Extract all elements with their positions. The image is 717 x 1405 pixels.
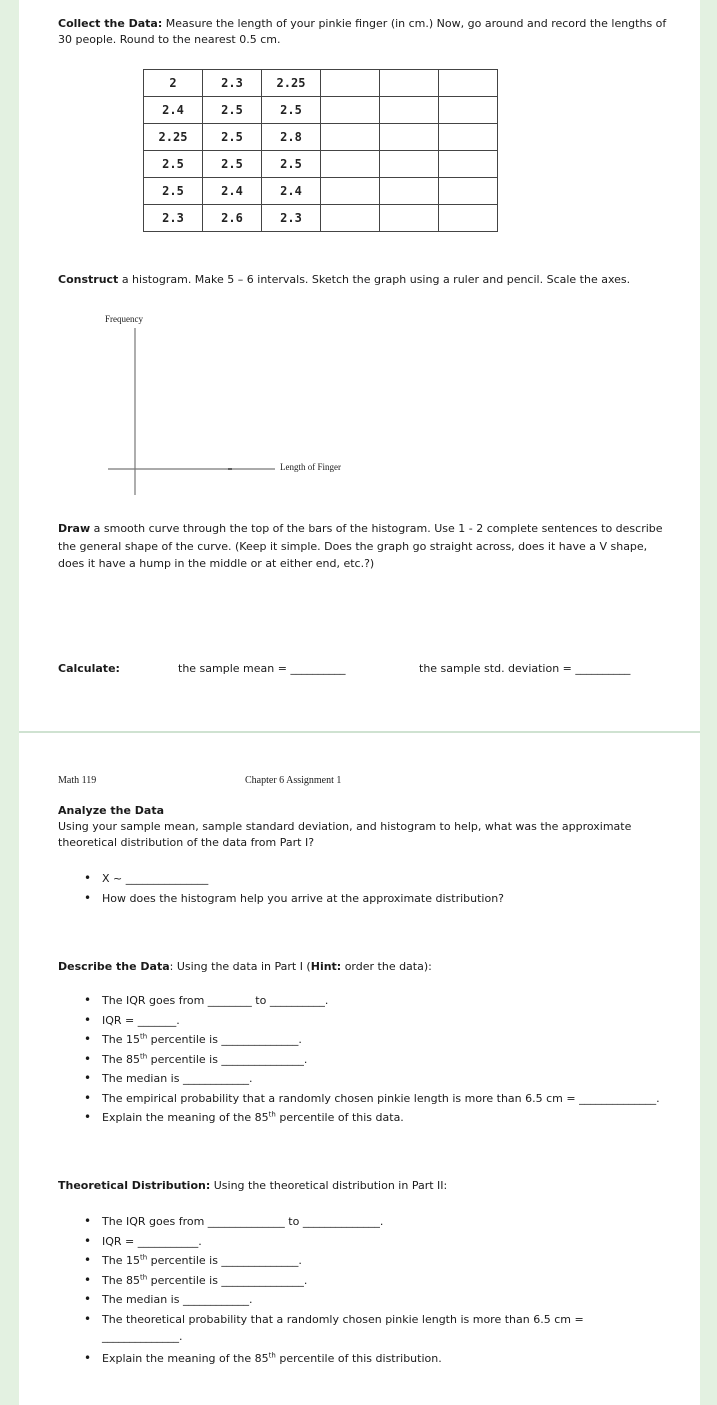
theoretical-list — [80, 1212, 584, 1329]
table-cell — [321, 178, 380, 205]
list-item-text: Explain the meaning of the 85 — [102, 1111, 269, 1124]
list-item — [80, 1349, 442, 1369]
list-item — [80, 1271, 584, 1291]
describe-list — [80, 991, 660, 1128]
theoretical-heading: Theoretical Distribution: — [58, 1179, 211, 1192]
table-cell: 2.5 — [144, 151, 203, 178]
sample-std-field: the sample std. deviation = __________ — [419, 662, 631, 675]
ordinal-suffix: th — [139, 1253, 148, 1262]
list-item-text: The theoretical probability that a randomly chosen pinkie length is more than 6.5 cm = — [102, 1312, 584, 1326]
draw-paragraph — [58, 520, 668, 573]
describe-heading: Describe the Data — [58, 960, 170, 973]
list-item — [80, 1108, 660, 1128]
table-cell — [439, 178, 498, 205]
analyze-heading: Analyze the Data — [58, 804, 165, 817]
table-cell: 2.3 — [262, 205, 321, 232]
table-cell: 2.6 — [203, 205, 262, 232]
list-item-text: IQR = _______. — [102, 1013, 180, 1027]
table-cell: 2.5 — [203, 124, 262, 151]
draw-heading: Draw — [58, 522, 91, 535]
list-item-text: percentile of this distribution. — [275, 1352, 442, 1365]
describe-hint: Hint: — [310, 960, 342, 973]
list-item-text-end: percentile is ______________. — [147, 1254, 302, 1267]
theoretical-probability-blank: ______________. — [102, 1330, 183, 1343]
table-cell — [439, 70, 498, 97]
table-cell: 2.8 — [262, 124, 321, 151]
table-cell: 2.4 — [203, 178, 262, 205]
analyze-list — [80, 869, 504, 908]
table-row — [144, 151, 498, 178]
table-cell — [439, 205, 498, 232]
list-item-text-end: percentile is _______________. — [147, 1273, 308, 1287]
table-cell — [439, 97, 498, 124]
table-row — [144, 97, 498, 124]
table-cell — [380, 70, 439, 97]
list-item-text: The 85 — [102, 1273, 140, 1287]
theoretical-paragraph — [58, 1178, 447, 1194]
table-cell — [380, 151, 439, 178]
analyze-text: Using your sample mean, sample standard deviation, and histogram to help, what was the approximate theoretical distribution of the data from Part I? — [58, 820, 632, 849]
analyze-item-histogram: • How does the histogram help you arrive at the approximate distribution? — [80, 889, 504, 909]
course-label: Math 119 — [58, 775, 97, 786]
table-cell: 2.4 — [262, 178, 321, 205]
table-cell: 2.25 — [144, 124, 203, 151]
list-item-text-end: percentile is ______________. — [147, 1033, 302, 1046]
table-cell — [321, 97, 380, 124]
histogram-y-label: Frequency — [105, 314, 143, 324]
theoretical-text: Using the theoretical distribution in Part II: — [210, 1179, 448, 1192]
sample-mean-field: the sample mean = __________ — [178, 662, 346, 675]
ordinal-suffix: th — [268, 1351, 276, 1360]
list-item — [80, 1310, 584, 1330]
list-item — [80, 1251, 584, 1271]
table-cell — [380, 205, 439, 232]
list-item-text: The IQR goes from ______________ to ______________. — [102, 1215, 384, 1228]
list-item-text: Explain the meaning of the 85 — [102, 1352, 269, 1365]
ordinal-suffix: th — [139, 1272, 148, 1281]
table-cell: 2.5 — [144, 178, 203, 205]
ordinal-suffix: th — [268, 1110, 276, 1119]
table-cell — [321, 124, 380, 151]
list-item — [80, 1069, 660, 1089]
construct-heading: Construct — [58, 273, 119, 286]
list-item — [80, 1232, 584, 1252]
collect-paragraph — [58, 16, 668, 48]
draw-text: a smooth curve through the top of the bars of the histogram. Use 1 - 2 complete sentences to describe the general shape of the curve. (Keep it simple. Does the graph go straight across, does it have a V shape, does it have a hump in the middle or at either end, etc.?) — [58, 522, 663, 570]
assignment-label: Chapter 6 Assignment 1 — [245, 775, 342, 786]
table-cell — [321, 205, 380, 232]
table-cell: 2.5 — [203, 97, 262, 124]
ordinal-suffix: th — [139, 1032, 148, 1041]
list-item-text: IQR = ___________. — [102, 1234, 202, 1248]
calculate-label: Calculate: — [58, 662, 120, 675]
list-item-text: The 85 — [102, 1052, 140, 1066]
describe-paragraph — [58, 959, 432, 975]
list-item-text: The median is ____________. — [102, 1293, 253, 1306]
theoretical-last-list — [80, 1349, 442, 1369]
analyze-item-distribution: • X ~ _______________ — [80, 869, 504, 889]
ordinal-suffix: th — [139, 1051, 148, 1060]
data-table — [143, 69, 498, 232]
table-cell: 2.3 — [203, 70, 262, 97]
table-cell — [439, 151, 498, 178]
list-item — [80, 1011, 660, 1031]
describe-text: : Using the data in Part I ( — [169, 960, 311, 973]
table-cell — [380, 178, 439, 205]
list-item — [80, 1050, 660, 1070]
table-row — [144, 124, 498, 151]
table-cell — [380, 124, 439, 151]
table-cell — [380, 97, 439, 124]
describe-text-2: order the data): — [341, 960, 432, 973]
table-row — [144, 178, 498, 205]
list-item-text: The IQR goes from ________ to __________. — [102, 994, 329, 1007]
table-cell — [439, 124, 498, 151]
collect-heading: Collect the Data: — [58, 17, 163, 30]
table-cell — [321, 70, 380, 97]
table-cell: 2 — [144, 70, 203, 97]
list-item — [80, 1030, 660, 1050]
list-item-text-end: percentile of this data. — [275, 1111, 404, 1124]
list-item — [80, 1089, 660, 1109]
table-cell: 2.25 — [262, 70, 321, 97]
table-cell: 2.5 — [203, 151, 262, 178]
construct-text: a histogram. Make 5 – 6 intervals. Sketch the graph using a ruler and pencil. Scale the axes. — [121, 273, 631, 286]
table-row — [144, 70, 498, 97]
list-item-text: The median is ____________. — [102, 1072, 253, 1085]
list-item-text-end: percentile is _______________. — [147, 1052, 308, 1066]
histogram-x-label: Length of Finger — [280, 462, 341, 472]
table-cell: 2.5 — [262, 151, 321, 178]
list-item-text: The empirical probability that a randomly chosen pinkie length is more than 6.5 cm = ______________. — [102, 1091, 660, 1105]
list-item — [80, 1212, 584, 1232]
table-row — [144, 205, 498, 232]
table-cell: 2.3 — [144, 205, 203, 232]
construct-paragraph — [58, 272, 678, 288]
list-item-text: The 15 — [102, 1033, 140, 1046]
list-item-text: The 15 — [102, 1254, 140, 1267]
table-cell — [321, 151, 380, 178]
table-cell: 2.5 — [262, 97, 321, 124]
list-item — [80, 991, 660, 1011]
collect-text: Measure the length of your pinkie finger (in cm.) Now, go around and record the lengths of 30 people. Round to the nearest 0.5 cm. — [58, 17, 667, 46]
list-item — [80, 1290, 584, 1310]
table-cell: 2.4 — [144, 97, 203, 124]
